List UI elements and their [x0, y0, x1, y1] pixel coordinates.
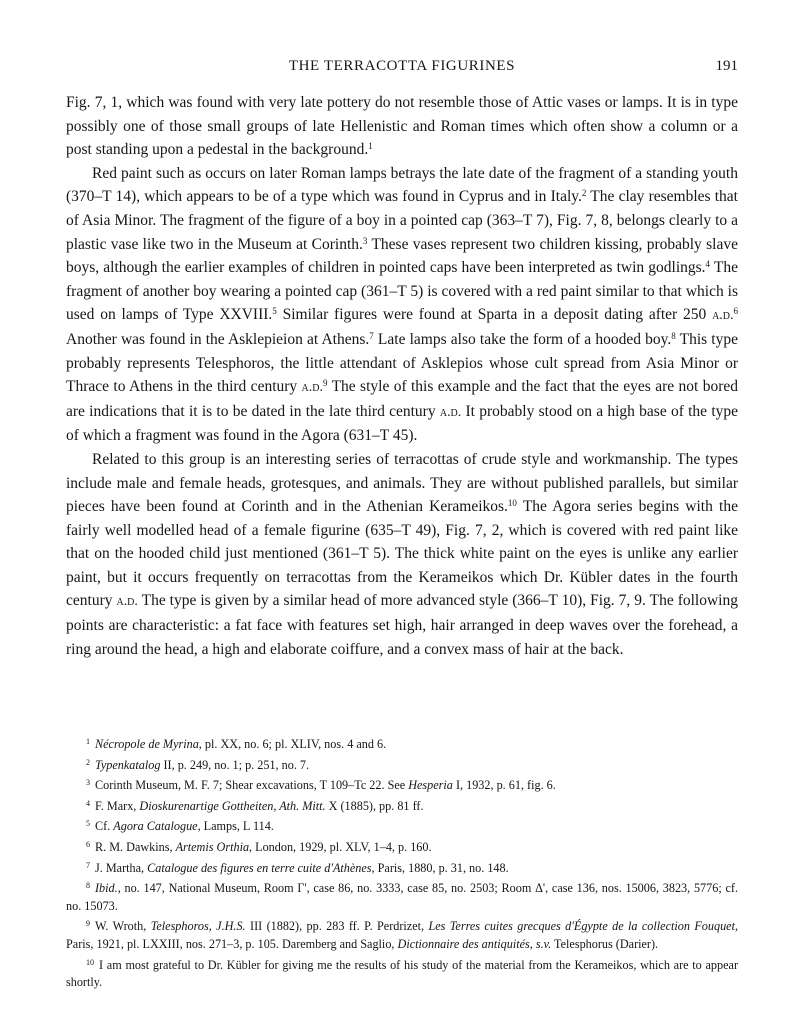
footnote — [66, 754, 738, 775]
era-abbrev: a.d. — [712, 308, 734, 324]
paragraph — [66, 448, 738, 661]
era-abbrev: a.d. — [301, 380, 323, 396]
citation-title: Hesperia — [408, 778, 453, 793]
text-run: This type probably represents Telesphoros, the little attendant of Asklepios whose cult spread from Asia Minor or Thrace to Athens in the third century — [66, 330, 738, 396]
text-run: Fig. 7, 1, which was found with very late pottery do not resemble those of Attic vases or lamps. It is in type possibly one of those small groups of late Hellenistic and Roman times which often show a column or a post standing upon a pedestal in the background. — [66, 94, 738, 159]
footnote-number: 3 — [86, 778, 90, 788]
paragraph — [66, 91, 738, 162]
text-run: Related to this group is an interesting series of terracottas of crude style and workmanship. The types include male and female heads, grotesques, and animals. They are without published parallels, but similar pieces have been found at Corinth and in the Athenian Kerameikos. — [66, 450, 738, 516]
footnote — [66, 774, 738, 795]
text-run: The clay resembles that of Asia Minor. The fragment of the figure of a boy in a pointed cap (363–T 7), Fig. 7, 8, belongs clearly to a plastic vase like two in the Museum at Corinth. — [66, 188, 738, 253]
text-run: W. Wroth, — [95, 919, 151, 934]
footnote-ref: 6 — [733, 306, 738, 317]
footnote-number: 10 — [86, 957, 94, 967]
text-run: It probably stood on a high base of the type of which a fragment was found in the Agora (631–T 45). — [66, 402, 738, 445]
text-run: J. Martha, — [95, 860, 148, 875]
citation-title: Catalogue des figures en terre cuite d'Athènes — [147, 860, 372, 875]
text-run: X (1885), pp. 81 ff. — [325, 798, 424, 813]
footnote-ref: 2 — [581, 188, 587, 199]
footnote — [66, 915, 738, 953]
text-run: , Paris, 1921, pl. LXXIII, nos. 271–3, p. 105. Daremberg and Saglio, — [66, 919, 739, 951]
text-run: Similar figures were found at Sparta in a deposit dating after 250 — [276, 306, 713, 324]
footnote-ref: 4 — [705, 259, 711, 270]
citation-title: Dictionnaire des antiquités, s.v. — [397, 936, 552, 951]
text-run: F. Marx, — [95, 798, 140, 813]
citation-title: Telesphoros, J.H.S. — [150, 919, 246, 934]
era-abbrev: a.d. — [439, 404, 462, 420]
running-header — [66, 58, 738, 78]
text-run: Corinth Museum, M. F. 7; Shear excavations, T 109–Tc 22. See — [95, 778, 409, 793]
footnote-ref: 3 — [362, 235, 368, 246]
text-run: III (1882), pp. 283 ff. P. Perdrizet, — [245, 919, 429, 934]
citation-title: Dioskurenartige Gottheiten, Ath. Mitt. — [139, 798, 326, 813]
citation-title: Ibid. — [95, 881, 118, 896]
footnote-ref: 8 — [671, 330, 676, 341]
citation-title: Artemis Orthia — [175, 839, 250, 854]
text-run: I, 1932, p. 61, fig. 6. — [452, 778, 556, 793]
text-run: Red paint such as occurs on later Roman lamps betrays the late date of the fragment of a standing youth (370–T 14), which appears to be of a type which was found in Cyprus and in Italy. — [66, 164, 738, 206]
footnote-number: 2 — [86, 757, 90, 767]
running-title: THE TERRACOTTA FIGURINES — [288, 58, 516, 74]
text-run: II, p. 249, no. 1; p. 251, no. 7. — [160, 757, 310, 772]
citation-title: Typenkatalog — [95, 757, 161, 772]
footnote — [66, 954, 738, 992]
text-run: , pl. XX, no. 6; pl. XLIV, nos. 4 and 6. — [198, 737, 387, 751]
text-run: Another was found in the Asklepieion at Athens. — [66, 330, 370, 348]
footnote-number: 5 — [86, 819, 90, 829]
citation-title: Nécropole de Myrina — [95, 737, 199, 751]
footnote — [66, 836, 738, 857]
footnote-number: 6 — [86, 839, 90, 849]
citation-title: Agora Catalogue — [113, 819, 198, 834]
footnote-ref: 9 — [322, 378, 328, 389]
footnote — [66, 857, 738, 878]
text-run: , Paris, 1880, p. 31, no. 148. — [371, 860, 509, 875]
text-run: Late lamps also take the form of a hooded boy. — [373, 330, 672, 348]
text-run: The Agora series begins with the fairly well modelled head of a female figurine (635–T 49), Fig. 7, 2, which is covered with red paint like that on the hooded child just mentioned (361–T 5). The thick white paint on the eyes is unlike any earlier paint, but it occurs frequently on terracottas from the Kerameikos which Dr. Kübler dates in the fourth century — [66, 498, 738, 610]
page-number: 191 — [715, 58, 738, 74]
text-run: The style of this example and the fact that the eyes are not bored are indications that it is to be dated in the late third century — [66, 378, 738, 420]
footnote — [66, 877, 738, 915]
era-abbrev: a.d. — [116, 594, 138, 610]
footnote-ref: 7 — [369, 330, 374, 341]
main-text — [66, 91, 738, 661]
footnote-number: 7 — [86, 860, 90, 870]
footnote — [66, 795, 738, 816]
footnote-ref: 1 — [368, 141, 373, 152]
text-run: , London, 1929, pl. XLV, 1–4, p. 160. — [249, 839, 432, 854]
text-run: These vases represent two children kissing, probably slave boys, although the earlier examples of children in pointed caps have been interpreted as twin godlings. — [66, 235, 738, 277]
footnote-ref: 5 — [272, 306, 277, 317]
paragraph — [66, 162, 738, 448]
text-run: The fragment of another boy wearing a pointed cap (361–T 5) is covered with a red paint similar to that which is used on lamps of Type XXVIII. — [66, 259, 738, 324]
footnote — [66, 815, 738, 836]
citation-title: Les Terres cuites grecques d'Égypte de la collection Fouquet — [428, 919, 735, 934]
footnote-ref: 10 — [507, 498, 517, 509]
text-run: Telesphorus (Darier). — [551, 936, 659, 951]
footnote-number: 1 — [86, 737, 90, 746]
text-run: , no. 147, National Museum, Room Γ', case 86, no. 3333, case 85, no. 2503; Room Δ', case 136, nos. 15006, 3823, 5776; cf. no. 15073. — [66, 881, 738, 913]
footnote-number: 4 — [86, 798, 90, 808]
text-run: , Lamps, L 114. — [197, 819, 274, 834]
footnotes — [66, 733, 738, 992]
text-run: I am most grateful to Dr. Kübler for giving me the results of his study of the material from the Kerameikos, which are to appear shortly. — [66, 957, 738, 990]
text-run: R. M. Dawkins, — [95, 839, 176, 854]
text-run: The type is given by a similar head of more advanced style (366–T 10), Fig. 7, 9. The following points are characteristic: a fat face with features set high, hair arranged in deep waves over the forehead, a ring around the head, a high and elaborate coiffure, and a convex mass of hair at the back. — [66, 592, 738, 658]
footnote-number: 9 — [86, 919, 90, 929]
footnote — [66, 733, 738, 754]
text-run: Cf. — [95, 819, 114, 834]
footnote-number: 8 — [86, 881, 90, 891]
